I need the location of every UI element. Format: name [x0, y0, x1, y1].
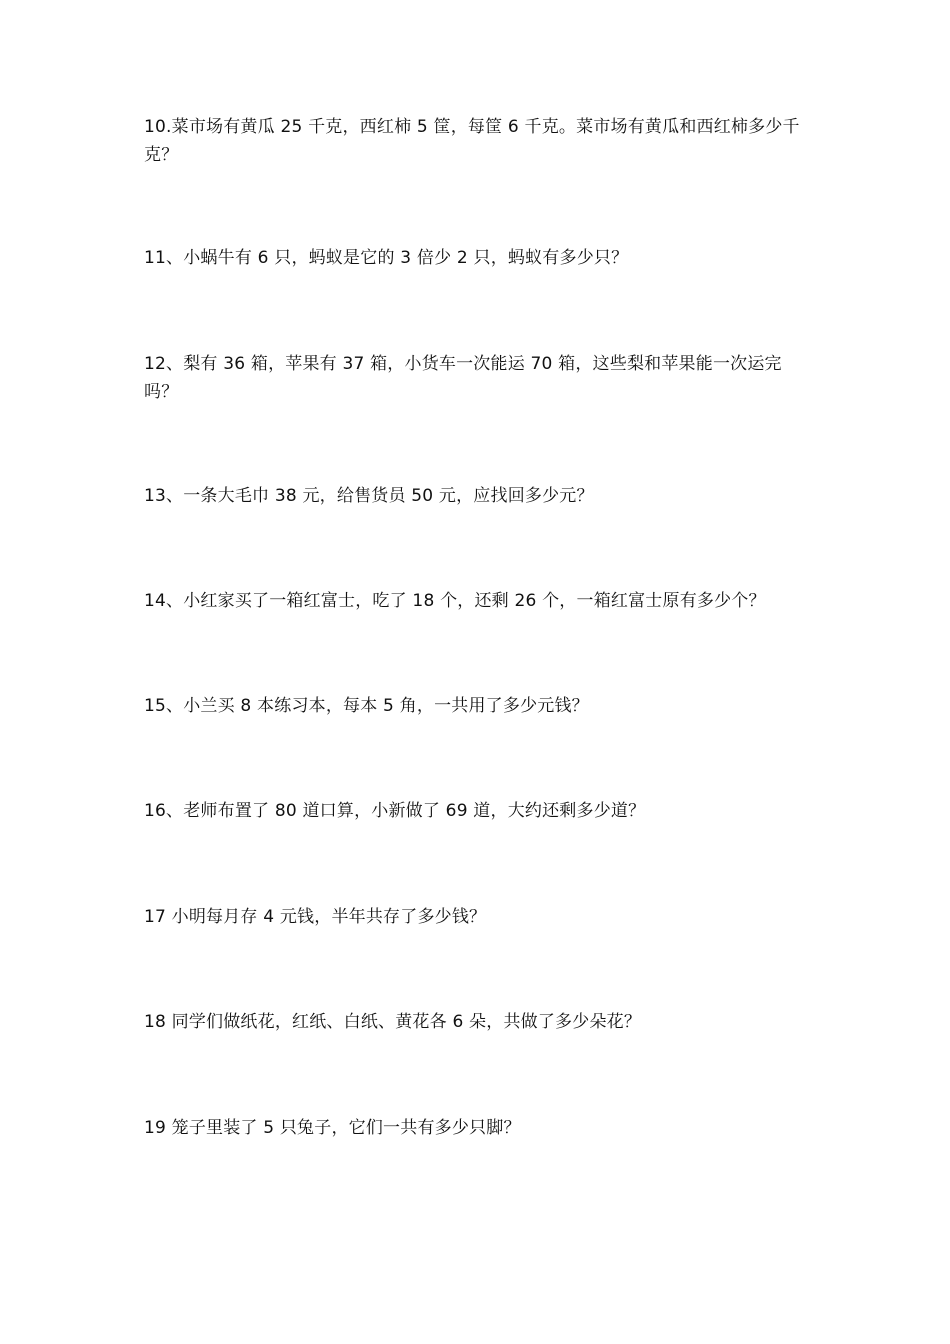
question-19: 19 笼子里装了 5 只兔子，它们一共有多少只脚？: [144, 1118, 521, 1138]
question-14: 14、小红家买了一箱红富士，吃了 18 个，还剩 26 个，一箱红富士原有多少个？: [144, 591, 766, 611]
question-16: 16、老师布置了 80 道口算，小新做了 69 道，大约还剩多少道？: [144, 801, 646, 821]
question-10: 10.菜市场有黄瓜 25 千克，西红柿 5 筐，每筐 6 千克。菜市场有黄瓜和西红柿多少千克？: [144, 117, 800, 165]
question-12: 12、梨有 36 箱，苹果有 37 箱，小货车一次能运 70 箱，这些梨和苹果能一次运完吗？: [144, 354, 782, 402]
question-15: 15、小兰买 8 本练习本，每本 5 角，一共用了多少元钱？: [144, 696, 589, 716]
question-17: 17 小明每月存 4 元钱，半年共存了多少钱？: [144, 907, 487, 927]
question-13: 13、一条大毛巾 38 元，给售货员 50 元，应找回多少元？: [144, 486, 594, 506]
question-11: 11、小蜗牛有 6 只，蚂蚁是它的 3 倍少 2 只，蚂蚁有多少只？: [144, 248, 629, 268]
question-18: 18 同学们做纸花，红纸、白纸、黄花各 6 朵，共做了多少朵花？: [144, 1012, 642, 1032]
